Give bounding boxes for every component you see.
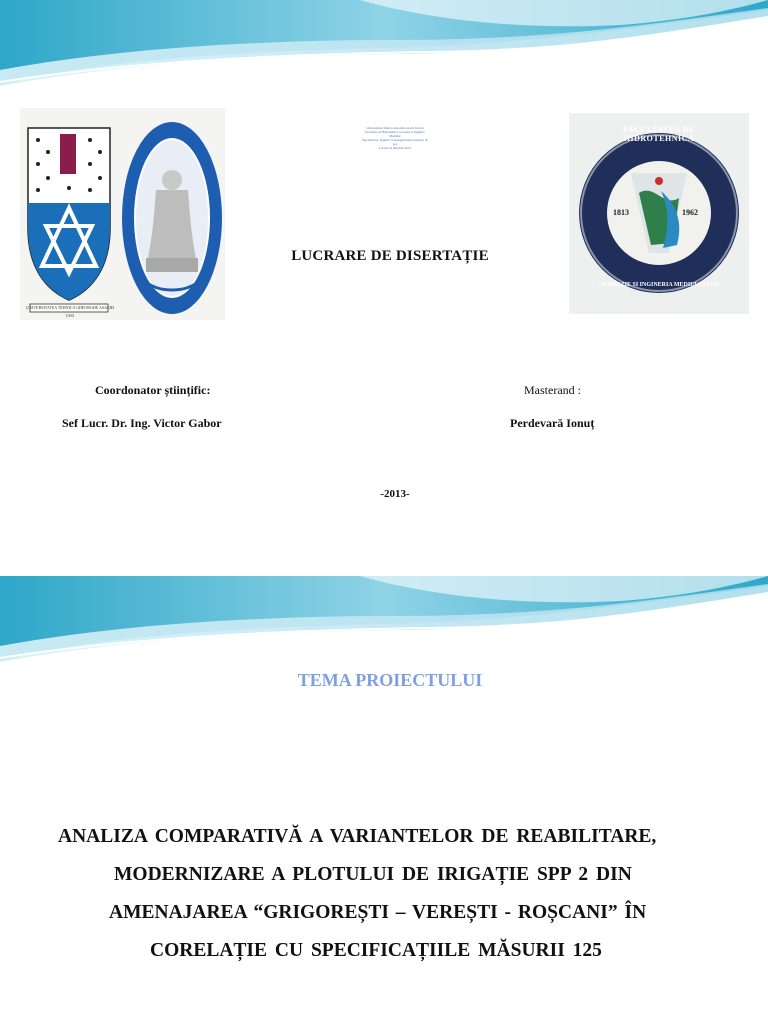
coordinator-name: Sef Lucr. Dr. Ing. Victor Gabor	[62, 416, 222, 430]
crest-motto: UNIVERSITATEA TEHNICA GHEORGHE ASACHI IASI	[26, 305, 114, 318]
theme-line: AMENAJAREA “GRIGOREȘTI – VEREȘTI - ROȘCANI” ÎN	[109, 902, 647, 923]
statue-seal-logo	[118, 108, 225, 320]
student-name: Perdevară Ionuț	[510, 416, 595, 430]
university-crest-logo	[20, 108, 118, 320]
seal-year-right: 1962	[682, 208, 698, 217]
small-header-line: Facultatea de Hidrotehnica, Geodezie si Ingineria Mediului	[365, 130, 425, 138]
theme-heading: TEMA PROIECTULUI	[297, 670, 483, 690]
theme-line: MODERNIZARE A PLOTULUI DE IRIGAȚIE SPP 2 DIN	[114, 864, 632, 885]
theme-line: CORELAȚIE CU SPECIFICAȚIILE MĂSURII 125	[150, 940, 602, 961]
seal-top-text: FACULTATEA DE HIDROTEHNICA	[623, 125, 695, 143]
theme-slide	[0, 576, 768, 1024]
year-label: -2013-	[380, 488, 410, 500]
student-label: Masterand :	[524, 383, 581, 397]
header-wave	[0, 576, 768, 671]
coordinator-label: Coordonator științific:	[95, 383, 211, 397]
small-header-line: Specializarea: Ingineria si managementul resurselor de apa	[362, 138, 428, 146]
small-institution-header	[360, 126, 430, 150]
header-wave	[0, 0, 768, 95]
seal-year-left: 1813	[613, 208, 629, 217]
thesis-title: LUCRARE DE DISERTAȚIE	[291, 248, 489, 264]
theme-line: ANALIZA COMPARATIVĂ A VARIANTELOR DE REABILITARE,	[58, 826, 657, 847]
seal-bottom-text: GEODEZIE SI INGINERIA MEDIULUI IASI	[598, 282, 720, 288]
slide-gap	[0, 512, 768, 576]
small-header-line: Lucrare de disertatie 2013	[379, 146, 411, 150]
small-header-line: Universitatea Tehnica Gheorghe Asachi din Iasi	[366, 126, 424, 130]
